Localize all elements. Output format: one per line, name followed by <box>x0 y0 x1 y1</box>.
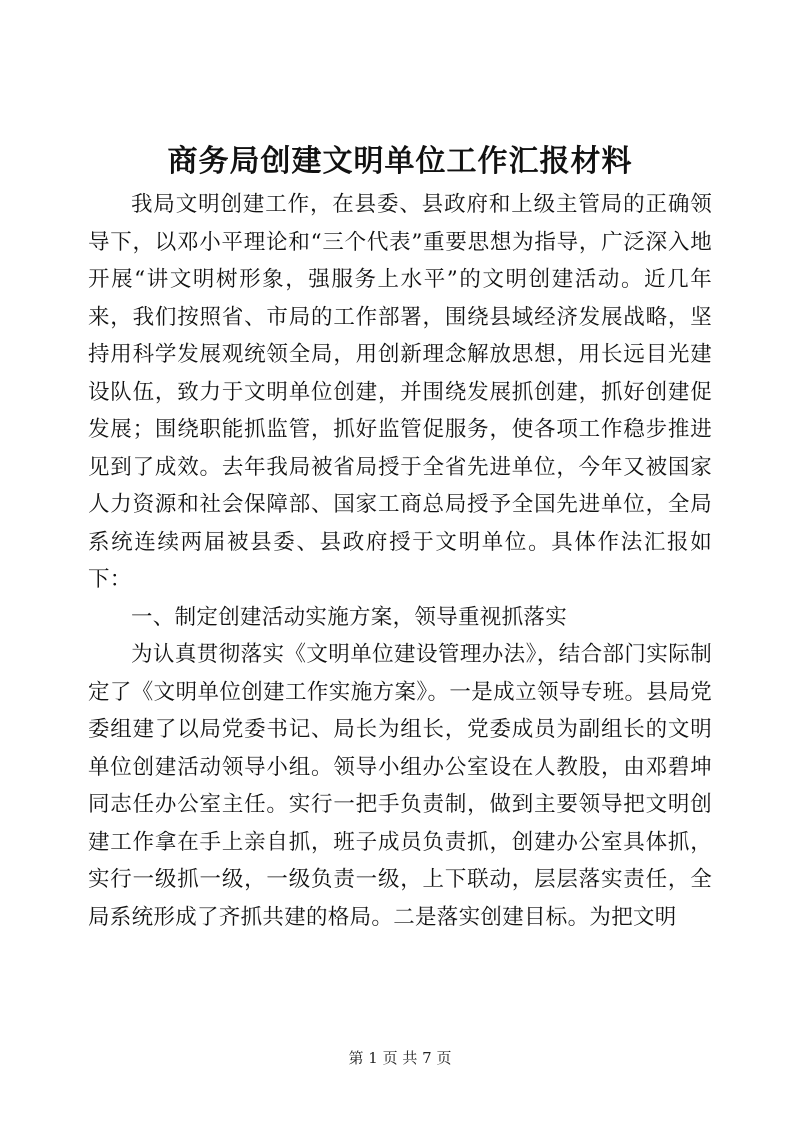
paragraph-intro: 我局文明创建工作，在县委、县政府和上级主管局的正确领导下，以邓小平理论和“三个代表”重要思想为指导，广泛深入地开展“讲文明树形象，强服务上水平”的文明创建活动。近几年来，我们按照省、市局的工作部署，围绕县域经济发展战略，坚持用科学发展观统领全局，用创新理念解放思想，用长远目光建设队伍，致力于文明单位创建，并围绕发展抓创建，抓好创建促发展；围绕职能抓监管，抓好监管促服务，使各项工作稳步推进见到了成效。去年我局被省局授于全省先进单位，今年又被国家人力资源和社会保障部、国家工商总局授予全国先进单位，全局系统连续两届被县委、县政府授于文明单位。具体作法汇报如下： <box>88 192 712 592</box>
section-heading-1: 一、制定创建活动实施方案，领导重视抓落实 <box>131 604 568 630</box>
page-footer: 第 1 页 共 7 页 <box>348 1049 452 1067</box>
paragraph-section-1: 为认真贯彻落实《文明单位建设管理办法》，结合部门实际制定了《文明单位创建工作实施方案》。一是成立领导专班。县局党委组建了以局党委书记、局长为组长，党委成员为副组长的文明单位创建活动领导小组。领导小组办公室设在人教股，由邓碧坤同志任办公室主任。实行一把手负责制，做到主要领导把文明创建工作拿在手上亲自抓，班子成员负责抓，创建办公室具体抓，实行一级抓一级，一级负责一级，上下联动，层层落实责任，全局系统形成了齐抓共建的格局。二是落实创建目标。为把文明 <box>88 642 712 930</box>
document-title: 商务局创建文明单位工作汇报材料 <box>167 144 633 179</box>
document-body <box>88 186 712 936</box>
